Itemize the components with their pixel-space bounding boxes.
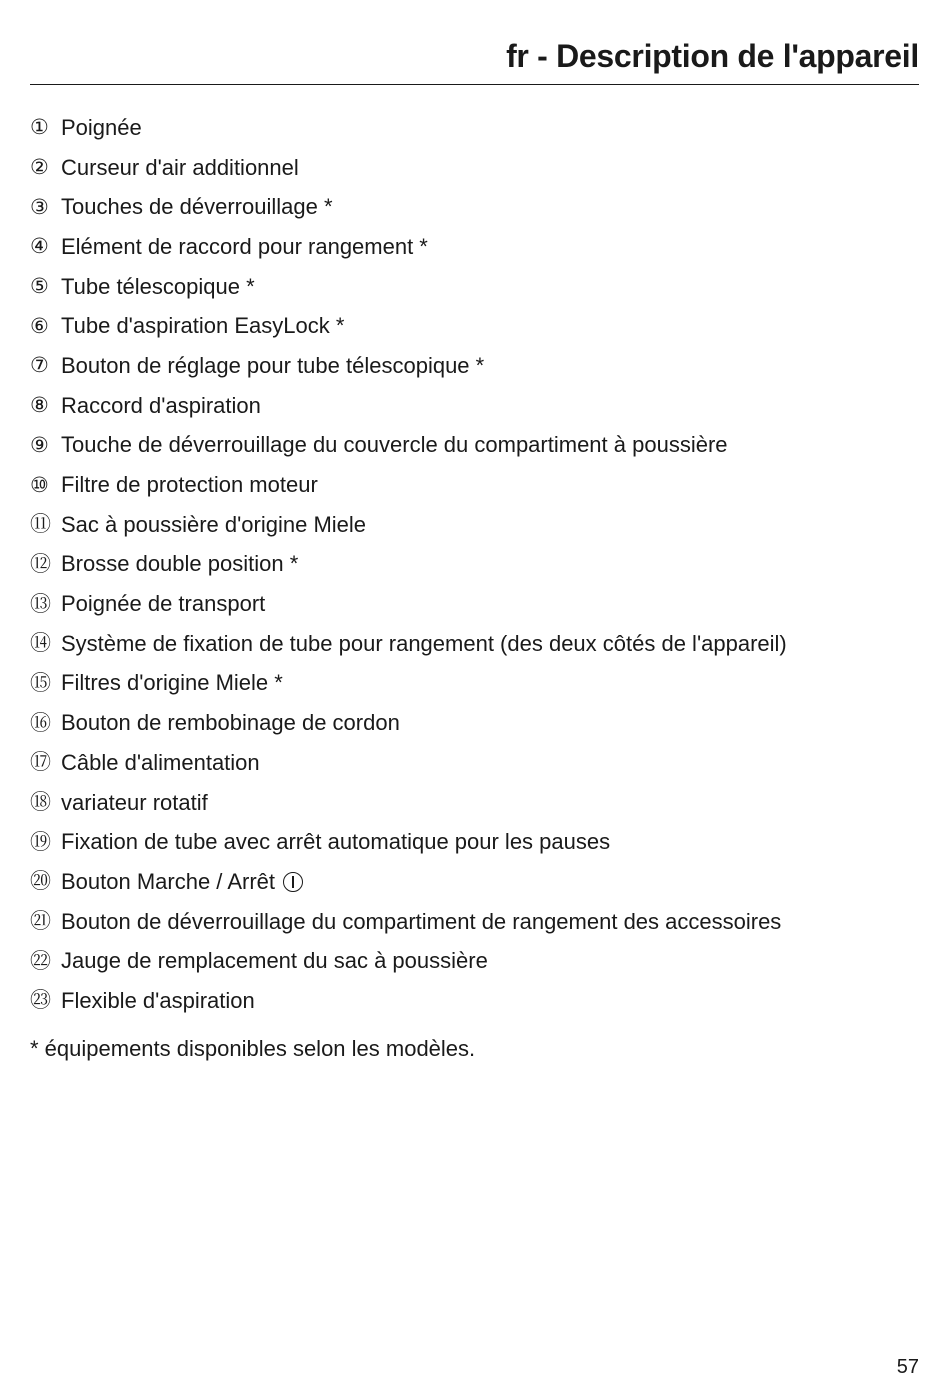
list-item <box>30 465 787 505</box>
list-item <box>30 743 787 783</box>
power-icon <box>283 872 303 892</box>
item-number: ① <box>30 116 49 140</box>
item-label: Curseur d'air additionnel <box>61 154 299 180</box>
item-label: Touche de déverrouillage du couvercle du compartiment à poussière <box>61 432 728 458</box>
item-label: Touches de déverrouillage * <box>61 194 333 220</box>
list-item <box>30 148 787 188</box>
item-label: Jauge de remplacement du sac à poussière <box>61 948 488 974</box>
footnote: * équipements disponibles selon les modèles. <box>30 1036 476 1061</box>
item-number: ⑭ <box>30 632 51 656</box>
list-item <box>30 624 787 664</box>
item-label: Bouton de déverrouillage du compartiment de rangement des accessoires <box>61 908 782 934</box>
item-label: Sac à poussière d'origine Miele <box>61 511 367 537</box>
item-number: ⑪ <box>30 513 51 537</box>
list-item <box>30 703 787 743</box>
item-number: ⑩ <box>30 473 49 497</box>
item-number: ⑰ <box>30 751 51 775</box>
item-number: ⑫ <box>30 552 51 576</box>
list-item <box>30 267 787 307</box>
item-number: ⑧ <box>30 394 49 418</box>
list-item <box>30 505 787 545</box>
item-number: ⑲ <box>30 830 51 854</box>
item-label: Bouton de rembobinage de cordon <box>61 710 400 736</box>
page-header <box>30 34 919 85</box>
item-label: Poignée <box>61 114 142 140</box>
list-item <box>30 822 787 862</box>
item-label: Raccord d'aspiration <box>61 392 261 418</box>
list-item <box>30 346 787 386</box>
list-item <box>30 187 787 227</box>
item-label: Poignée de transport <box>61 591 266 617</box>
item-label: Filtres d'origine Miele * <box>61 670 283 696</box>
item-number: ⑬ <box>30 592 51 616</box>
list-item <box>30 306 787 346</box>
item-label: Filtre de protection moteur <box>61 472 318 498</box>
item-number: ⑨ <box>30 433 49 457</box>
component-list <box>30 108 787 1021</box>
item-label: Câble d'alimentation <box>61 749 260 775</box>
item-number: ㉒ <box>30 949 51 973</box>
list-item <box>30 783 787 823</box>
item-label: Fixation de tube avec arrêt automatique pour les pauses <box>61 829 611 855</box>
item-label: Tube d'aspiration EasyLock * <box>61 313 345 339</box>
list-item <box>30 108 787 148</box>
item-number: ㉓ <box>30 989 51 1013</box>
item-label: Flexible d'aspiration <box>61 987 255 1013</box>
item-label: Système de fixation de tube pour rangement (des deux côtés de l'appareil) <box>61 630 787 656</box>
item-number: ⑮ <box>30 671 51 695</box>
list-item <box>30 862 787 902</box>
item-number: ④ <box>30 235 49 259</box>
item-number: ⑳ <box>30 870 51 894</box>
item-number: ③ <box>30 195 49 219</box>
list-item <box>30 227 787 267</box>
list-item <box>30 902 787 942</box>
list-item <box>30 584 787 624</box>
item-label: Tube télescopique * <box>61 273 255 299</box>
item-number: ⑥ <box>30 314 49 338</box>
item-label: variateur rotatif <box>61 789 208 815</box>
item-label: Brosse double position * <box>61 551 299 577</box>
list-item <box>30 545 787 585</box>
item-number: ⑤ <box>30 275 49 299</box>
page-title: fr - Description de l'appareil <box>506 38 919 74</box>
item-number: ⑦ <box>30 354 49 378</box>
list-item <box>30 386 787 426</box>
item-number: ② <box>30 156 49 180</box>
item-label: Elément de raccord pour rangement * <box>61 233 428 259</box>
list-item <box>30 664 787 704</box>
item-label: Bouton de réglage pour tube télescopique * <box>61 352 485 378</box>
page-number: 57 <box>896 1356 919 1378</box>
item-number: ⑯ <box>30 711 51 735</box>
list-item <box>30 981 787 1021</box>
list-item <box>30 941 787 981</box>
item-number: ㉑ <box>30 910 51 934</box>
item-number: ⑱ <box>30 791 51 815</box>
item-label: Bouton Marche / Arrêt <box>61 868 275 894</box>
list-item <box>30 426 787 466</box>
